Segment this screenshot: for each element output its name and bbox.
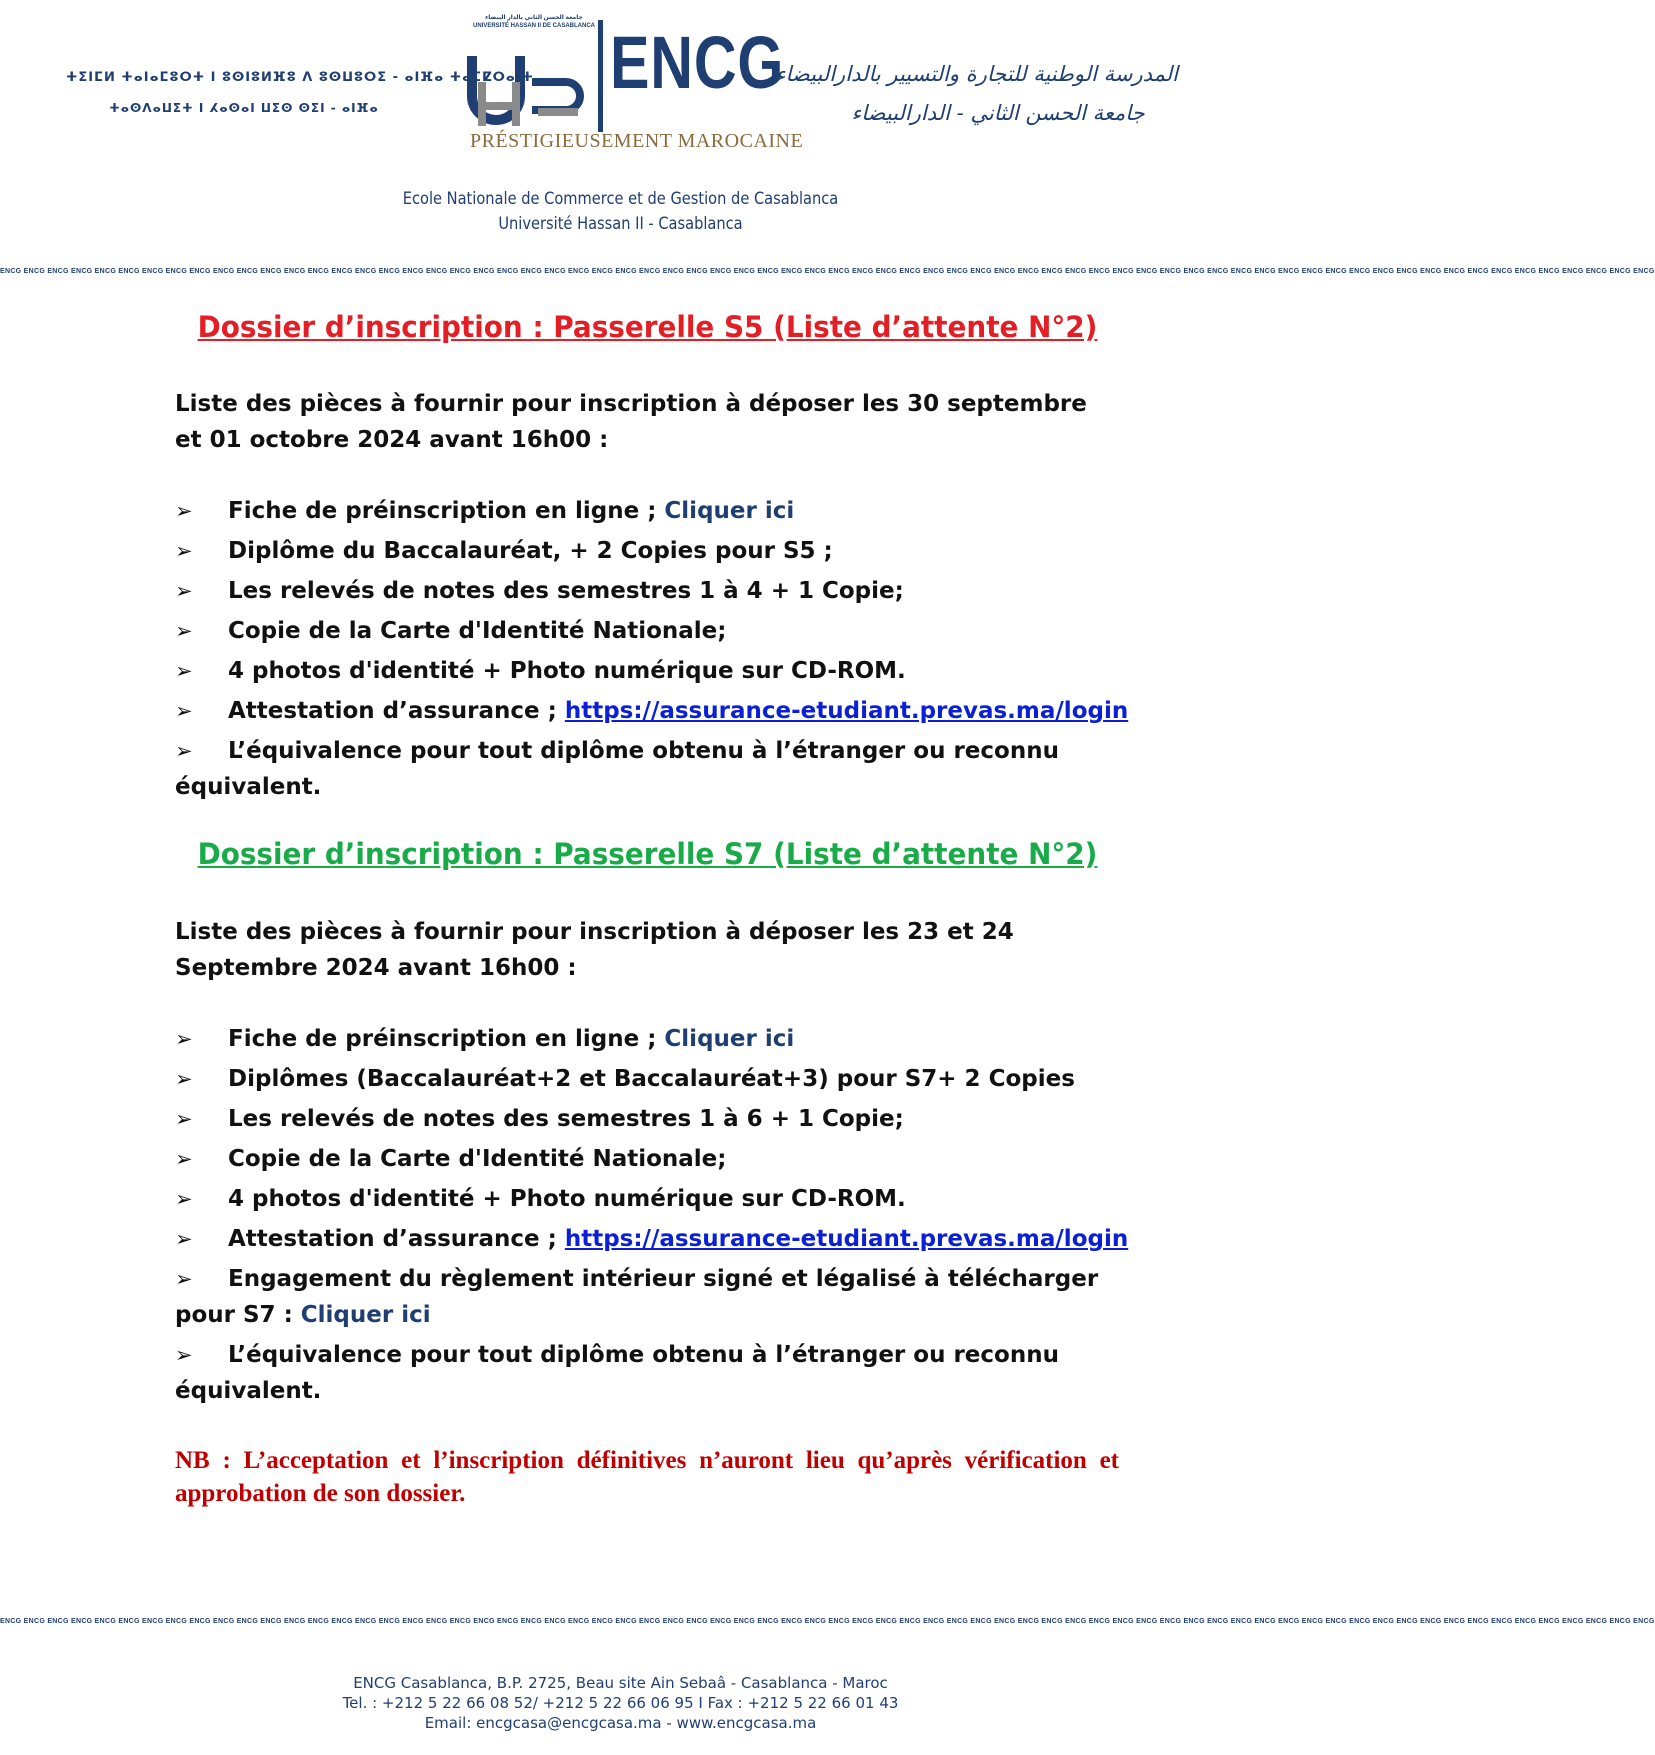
- arabic-school-name: المدرسة الوطنية للتجارة والتسيير بالدارالبيضاء: [775, 62, 1178, 86]
- s7-assurance-link[interactable]: https://assurance-etudiant.prevas.ma/login: [564, 1226, 1129, 1252]
- list-item: [175, 653, 1105, 689]
- arrow-bullet-icon: ➢: [175, 539, 193, 563]
- list-item: [175, 733, 1105, 805]
- list-item: [175, 533, 1105, 569]
- arrow-bullet-icon: ➢: [175, 499, 193, 523]
- arrow-bullet-icon: ➢: [175, 1147, 193, 1171]
- list-item: [175, 613, 1105, 649]
- list-item-text: Attestation d’assurance ;: [228, 1226, 565, 1252]
- list-item-text: Diplôme du Baccalauréat, + 2 Copies pour S5 ;: [228, 538, 833, 564]
- arrow-bullet-icon: ➢: [175, 619, 193, 643]
- logo-divider: [598, 20, 603, 132]
- list-item-text: 4 photos d'identité + Photo numérique sur CD-ROM.: [228, 1186, 906, 1212]
- logo-emblem-icon: [468, 52, 588, 130]
- list-item: [175, 1221, 1129, 1257]
- arrow-bullet-icon: ➢: [175, 1187, 193, 1211]
- list-item: [175, 1261, 1105, 1333]
- s5-intro: Liste des pièces à fournir pour inscription à déposer les 30 septembre et 01 octobre 2024 avant 16h00 :: [175, 391, 1087, 453]
- bottom-divider-stripe: ENCG ENCG ENCG ENCG ENCG ENCG ENCG ENCG ENCG ENCG ENCG ENCG ENCG ENCG ENCG ENCG ENCG ENCG ENCG ENCG ENCG ENCG ENCG ENCG ENCG ENCG ENCG ENCG ENCG ENCG ENCG ENCG ENCG ENCG ENCG ENCG ENCG ENCG ENCG ENCG ENCG ENCG ENCG ENCG ENCG ENCG ENCG ENCG ENCG ENCG ENCG ENCG ENCG ENCG ENCG ENCG ENCG ENCG ENCG ENCG ENCG ENCG ENCG ENCG ENCG ENCG ENCG ENCG ENCG ENCG: [0, 1618, 1655, 1625]
- tifinagh-school-name: ⵜⵉⵏⵎⵍ ⵜⴰⵏⴰⵎⵓⵔⵜ ⵏ ⵓⵙⵏⵓⵍⴼⵓ ⴷ ⵓⵙⵡⵓⵔⵉ - ⴰⵏⴼⴰ ⵜⴰⵎⵇⵔⴰⵏⵜ: [66, 70, 535, 85]
- arrow-bullet-icon: ➢: [175, 1267, 193, 1291]
- arabic-university-name: جامعة الحسن الثاني - الدارالبيضاء: [851, 101, 1145, 125]
- s7-preinscription-link[interactable]: Cliquer ici: [664, 1026, 795, 1052]
- list-item-text: L’équivalence pour tout diplôme obtenu à l’étranger ou reconnu équivalent.: [175, 738, 1059, 800]
- nb-notice: NB : L’acceptation et l’inscription définitives n’auront lieu qu’après vérification et approbation de son dossier.: [175, 1447, 1119, 1507]
- arrow-bullet-icon: ➢: [175, 659, 193, 683]
- s7-document-list: [175, 1021, 1129, 1413]
- list-item-text: Attestation d’assurance ;: [228, 698, 565, 724]
- footer-contact: Email: encgcasa@encgcasa.ma - www.encgcasa.ma: [424, 1714, 817, 1732]
- encg-logo: [466, 14, 804, 164]
- list-item-text: 4 photos d'identité + Photo numérique sur CD-ROM.: [228, 658, 906, 684]
- s5-preinscription-link[interactable]: Cliquer ici: [664, 498, 795, 524]
- list-item: [175, 1061, 1105, 1097]
- arrow-bullet-icon: ➢: [175, 579, 193, 603]
- list-item-text: Copie de la Carte d'Identité Nationale;: [228, 1146, 727, 1172]
- university-name: Université Hassan II - Casablanca: [498, 214, 743, 234]
- list-item-text: Les relevés de notes des semestres 1 à 6 + 1 Copie;: [228, 1106, 904, 1132]
- footer-address: ENCG Casablanca, B.P. 2725, Beau site Ain Sebaâ - Casablanca - Maroc: [353, 1674, 888, 1692]
- s7-intro: Liste des pièces à fournir pour inscription à déposer les 23 et 24 Septembre 2024 avant 16h00 :: [175, 919, 1014, 981]
- s5-section-title: Dossier d’inscription : Passerelle S5 (Liste d’attente N°2): [197, 310, 1098, 344]
- list-item: [175, 493, 1105, 529]
- list-item-text: Copie de la Carte d'Identité Nationale;: [228, 618, 727, 644]
- list-item-text: Engagement du règlement intérieur signé et légalisé à télécharger pour S7 :: [175, 1266, 1099, 1328]
- logo-slogan: PRÉSTIGIEUSEMENT MAROCAINE: [470, 130, 804, 152]
- list-item-text: Fiche de préinscription en ligne ;: [228, 1026, 665, 1052]
- arrow-bullet-icon: ➢: [175, 1343, 193, 1367]
- list-item-text: L’équivalence pour tout diplôme obtenu à l’étranger ou reconnu équivalent.: [175, 1342, 1059, 1404]
- footer-phone: Tel. : +212 5 22 66 08 52/ +212 5 22 66 06 95 I Fax : +212 5 22 66 01 43: [342, 1694, 899, 1712]
- top-divider-stripe: ENCG ENCG ENCG ENCG ENCG ENCG ENCG ENCG ENCG ENCG ENCG ENCG ENCG ENCG ENCG ENCG ENCG ENCG ENCG ENCG ENCG ENCG ENCG ENCG ENCG ENCG ENCG ENCG ENCG ENCG ENCG ENCG ENCG ENCG ENCG ENCG ENCG ENCG ENCG ENCG ENCG ENCG ENCG ENCG ENCG ENCG ENCG ENCG ENCG ENCG ENCG ENCG ENCG ENCG ENCG ENCG ENCG ENCG ENCG ENCG ENCG ENCG ENCG ENCG ENCG ENCG ENCG ENCG ENCG ENCG: [0, 268, 1655, 275]
- arrow-bullet-icon: ➢: [175, 699, 193, 723]
- arrow-bullet-icon: ➢: [175, 739, 193, 763]
- s5-assurance-link[interactable]: https://assurance-etudiant.prevas.ma/login: [564, 698, 1129, 724]
- logo-university-text: جامعة الحسن الثاني بالدار البيضاء UNIVERSITÉ HASSAN II DE CASABLANCA: [472, 15, 595, 30]
- arrow-bullet-icon: ➢: [175, 1227, 193, 1251]
- list-item: [175, 1181, 1105, 1217]
- s7-reglement-link[interactable]: Cliquer ici: [300, 1302, 431, 1328]
- list-item: [175, 693, 1129, 729]
- list-item: [175, 1021, 1105, 1057]
- list-item-text: Les relevés de notes des semestres 1 à 4 + 1 Copie;: [228, 578, 904, 604]
- school-name: Ecole Nationale de Commerce et de Gestion de Casablanca: [402, 189, 839, 209]
- tifinagh-university-name: ⵜⴰⵙⴷⴰⵡⵉⵜ ⵏ ⵃⴰⵙⴰⵏ ⵡⵉⵙ ⵙⵉⵏ - ⴰⵏⴼⴰ: [109, 101, 379, 115]
- list-item: [175, 1101, 1105, 1137]
- arrow-bullet-icon: ➢: [175, 1027, 193, 1051]
- list-item: [175, 1141, 1105, 1177]
- list-item: [175, 573, 1105, 609]
- logo-wordmark: ENCG: [610, 21, 785, 104]
- list-item-text: Diplômes (Baccalauréat+2 et Baccalauréat+3) pour S7+ 2 Copies: [228, 1066, 1075, 1092]
- arrow-bullet-icon: ➢: [175, 1067, 193, 1091]
- list-item-text: Fiche de préinscription en ligne ;: [228, 498, 665, 524]
- arrow-bullet-icon: ➢: [175, 1107, 193, 1131]
- list-item: [175, 1337, 1105, 1409]
- s7-section-title: Dossier d’inscription : Passerelle S7 (Liste d’attente N°2): [197, 837, 1098, 871]
- s5-document-list: [175, 493, 1129, 809]
